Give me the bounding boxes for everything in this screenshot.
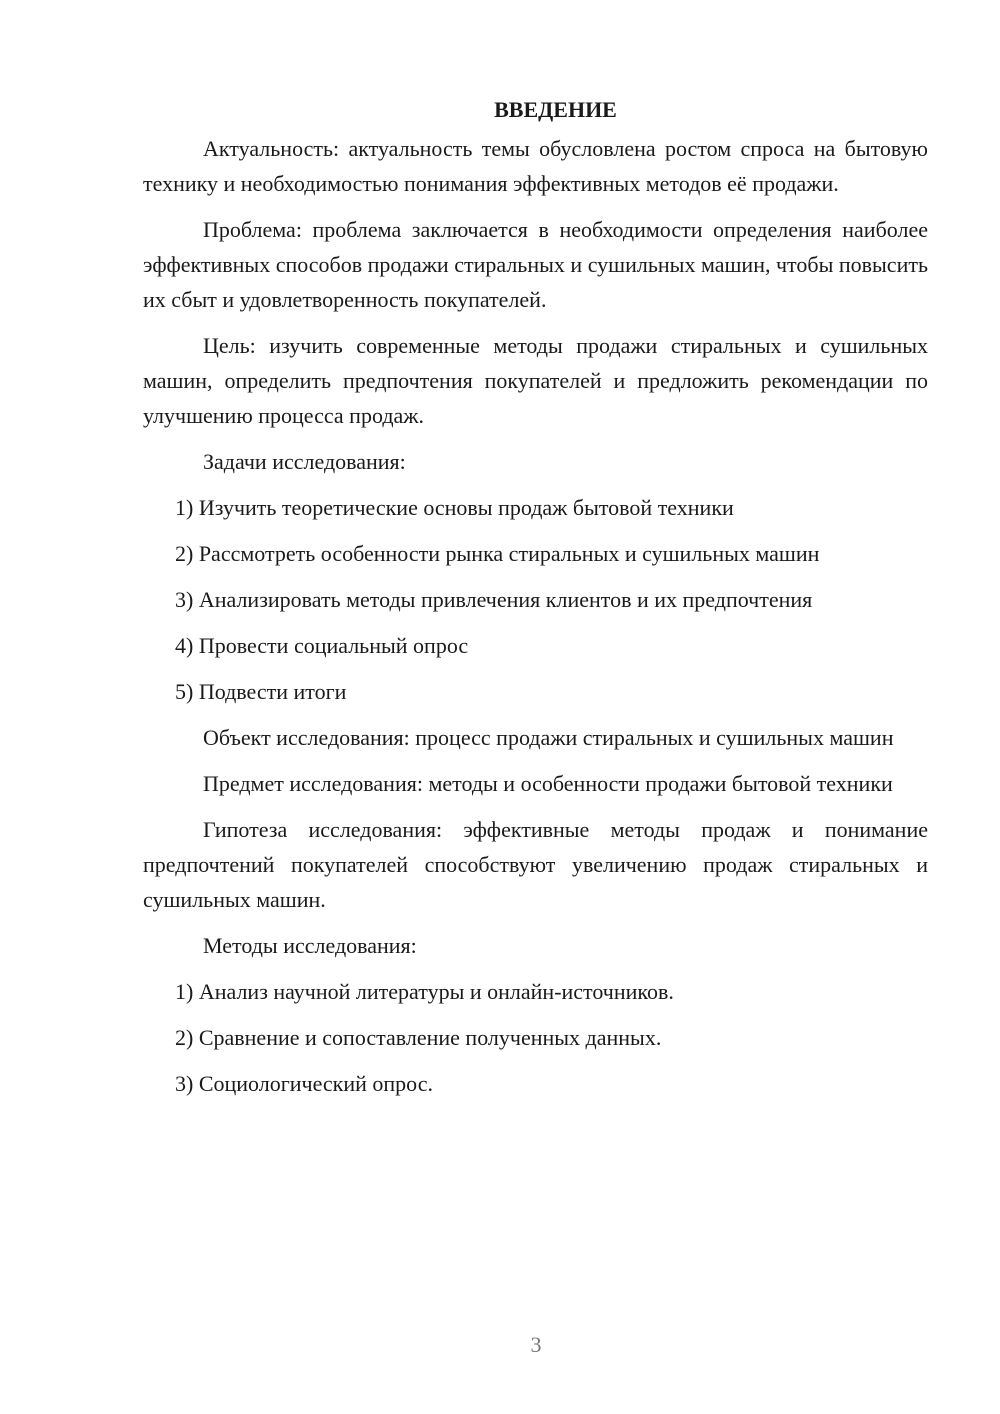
section-title: ВВЕДЕНИЕ	[494, 97, 617, 122]
subject-paragraph: Предмет исследования: методы и особенности продажи бытовой техники	[203, 771, 893, 796]
methods-label: Методы исследования:	[203, 933, 417, 958]
list-item: 5) Подвести итоги	[175, 679, 347, 704]
list-item: 1) Изучить теоретические основы продаж бытовой техники	[175, 495, 734, 520]
list-item: 1) Анализ научной литературы и онлайн-источников.	[175, 979, 674, 1004]
list-item: 2) Сравнение и сопоставление полученных данных.	[175, 1025, 662, 1050]
methods-list	[143, 974, 928, 1101]
page-number: 3	[530, 1332, 542, 1357]
object-paragraph: Объект исследования: процесс продажи стиральных и сушильных машин	[203, 725, 894, 750]
problem-paragraph: Проблема: проблема заключается в необходимости определения наиболее эффективных способов продажи стиральных и сушильных машин, чтобы повысить их сбыт и удовлетворенность покупателей.	[143, 217, 928, 312]
hypothesis-paragraph: Гипотеза исследования: эффективные методы продаж и понимание предпочтений покупателей способствуют увеличению продаж стиральных и сушильных машин.	[143, 817, 928, 912]
tasks-label: Задачи исследования:	[203, 449, 406, 474]
relevance-paragraph: Актуальность: актуальность темы обусловлена ростом спроса на бытовую технику и необходимостью понимания эффективных методов её продажи.	[143, 136, 928, 196]
goal-paragraph: Цель: изучить современные методы продажи стиральных и сушильных машин, определить предпочтения покупателей и предложить рекомендации по улучшению процесса продаж.	[143, 333, 928, 428]
list-item: 3) Социологический опрос.	[175, 1071, 433, 1096]
page-content	[143, 92, 928, 1112]
list-item: 4) Провести социальный опрос	[175, 633, 469, 658]
tasks-list	[143, 490, 928, 709]
list-item: 3) Анализировать методы привлечения клиентов и их предпочтения	[175, 587, 813, 612]
list-item: 2) Рассмотреть особенности рынка стиральных и сушильных машин	[175, 541, 820, 566]
